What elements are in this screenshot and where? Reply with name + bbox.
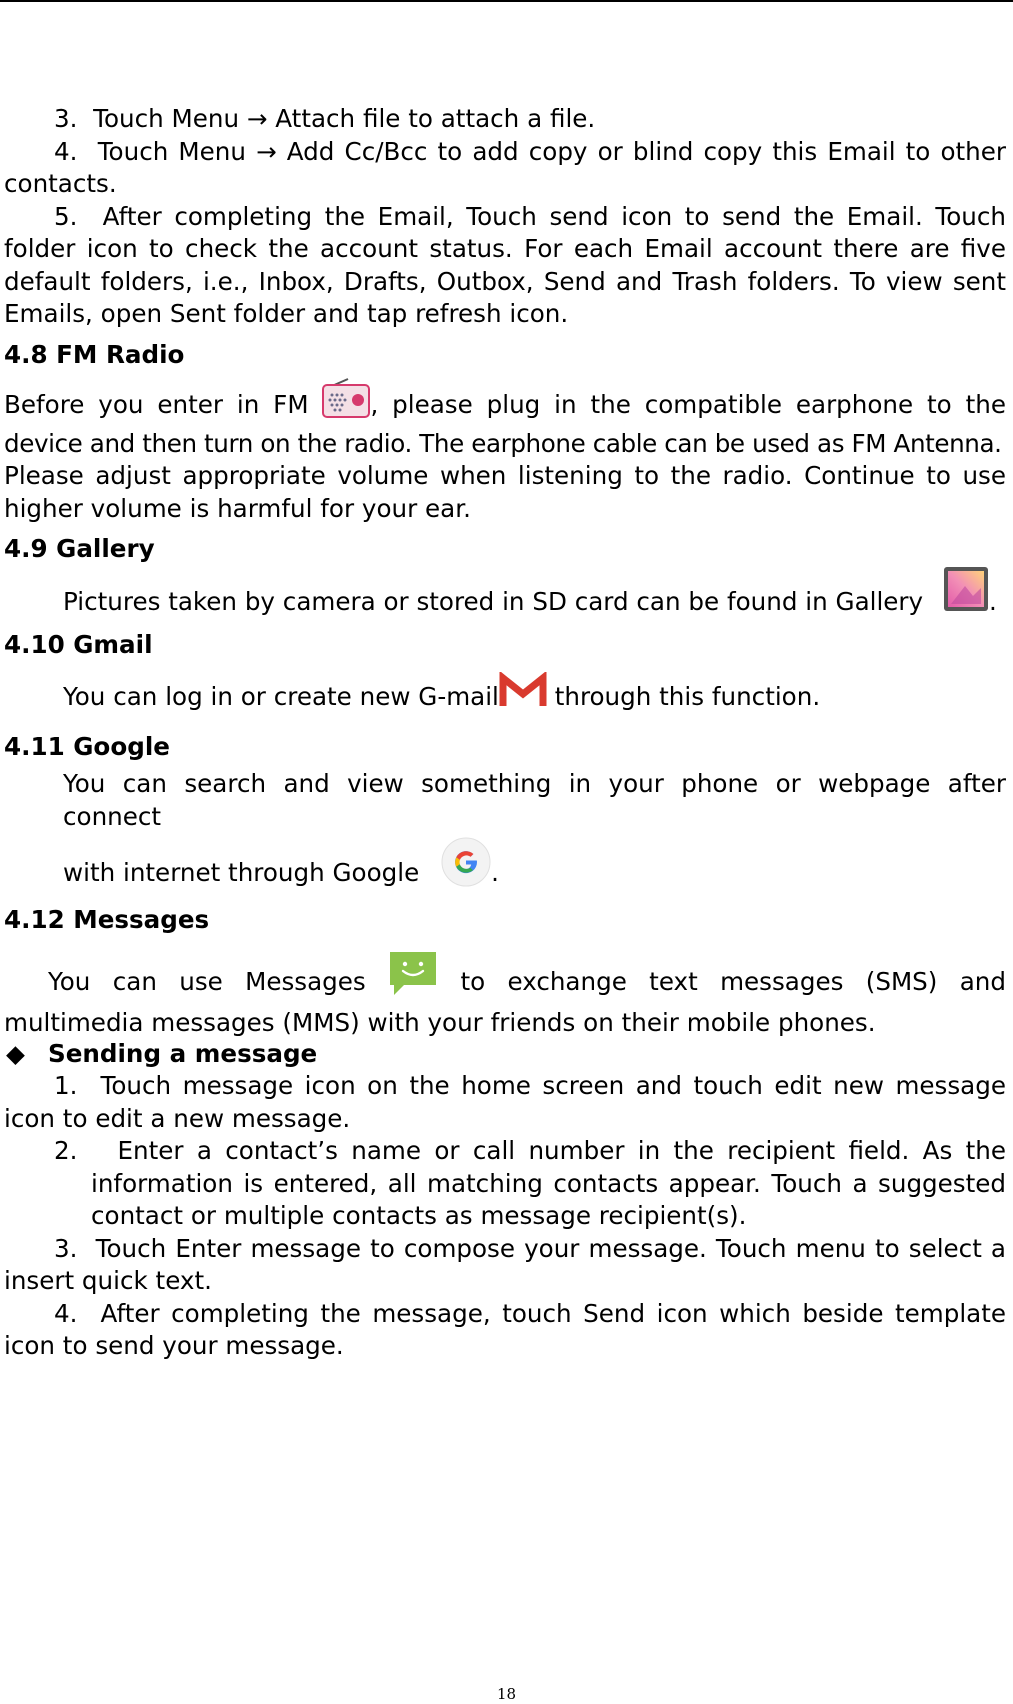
- email-step-5: 5. After completing the Email, Touch send icon to send the Email. Touch folder icon to check the account status. For each Email account there are five default folders, i.e., Inbox, Drafts, Outbox, Send and Trash folders. To view sent Emails, open Sent folder and tap refresh icon.: [4, 201, 1007, 328]
- gallery-para: Pictures taken by camera or stored in SD card can be found in Gallery .: [4, 580, 1006, 626]
- message-step-3: 3. Touch Enter message to compose your message. Touch menu to select a insert quick text.: [4, 1233, 1007, 1295]
- messages-icon: [388, 949, 438, 997]
- gmail-para: You can log in or create new G-mail through this function.: [4, 680, 1006, 716]
- fm-radio-icon: [322, 378, 370, 418]
- fm-radio-para-3: Please adjust appropriate volume when listening to the radio. Continue to use higher volume is harmful for your ear.: [4, 461, 1006, 523]
- sub-heading-sending: ◆ Sending a message: [4, 1038, 1006, 1071]
- diamond-bullet-icon: ◆: [6, 1038, 25, 1068]
- heading-messages: 4.12 Messages: [4, 905, 210, 934]
- message-step-4: 4. After completing the message, touch Send icon which beside template icon to send your message.: [4, 1298, 1006, 1360]
- google-icon: [441, 837, 491, 887]
- fm-radio-para-2: device and then turn on the radio. The earphone cable can be used as FM Antenna.: [4, 428, 1002, 458]
- message-step-1: 1. Touch message icon on the home screen and touch edit new message icon to edit a new message.: [4, 1071, 1007, 1133]
- gmail-icon: [499, 672, 547, 708]
- google-para-1: You can search and view something in your phone or webpage after connect: [63, 769, 1006, 831]
- email-step-3: 3. Touch Menu → Attach file to attach a file.: [54, 104, 596, 133]
- gallery-icon: [943, 566, 989, 612]
- google-para-2: with internet through Google .: [4, 849, 1006, 899]
- heading-gallery: 4.9 Gallery: [4, 534, 155, 563]
- heading-fm-radio: 4.8 FM Radio: [4, 339, 185, 369]
- top-rule: [0, 0, 1013, 2]
- document-body: [4, 103, 1006, 1363]
- message-step-2: 2. Enter a contact’s name or call number in the recipient field. As the information is entered, all matching contacts appear. Touch a suggested contact or multiple contacts as message recipient(s).: [54, 1136, 1007, 1230]
- fm-radio-para-1: Before you enter in FM , please plug in the compatible earphone to the: [4, 386, 1006, 426]
- page-number: 18: [496, 1685, 517, 1703]
- heading-gmail: 4.10 Gmail: [4, 630, 153, 659]
- email-step-4: 4. Touch Menu → Add Cc/Bcc to add copy or blind copy this Email to other contacts.: [4, 136, 1006, 198]
- heading-google: 4.11 Google: [4, 732, 170, 761]
- messages-para-1: You can use Messages to exchange text messages (SMS) and: [4, 959, 1006, 1007]
- messages-para-2: multimedia messages (MMS) with your friends on their mobile phones.: [4, 1008, 876, 1037]
